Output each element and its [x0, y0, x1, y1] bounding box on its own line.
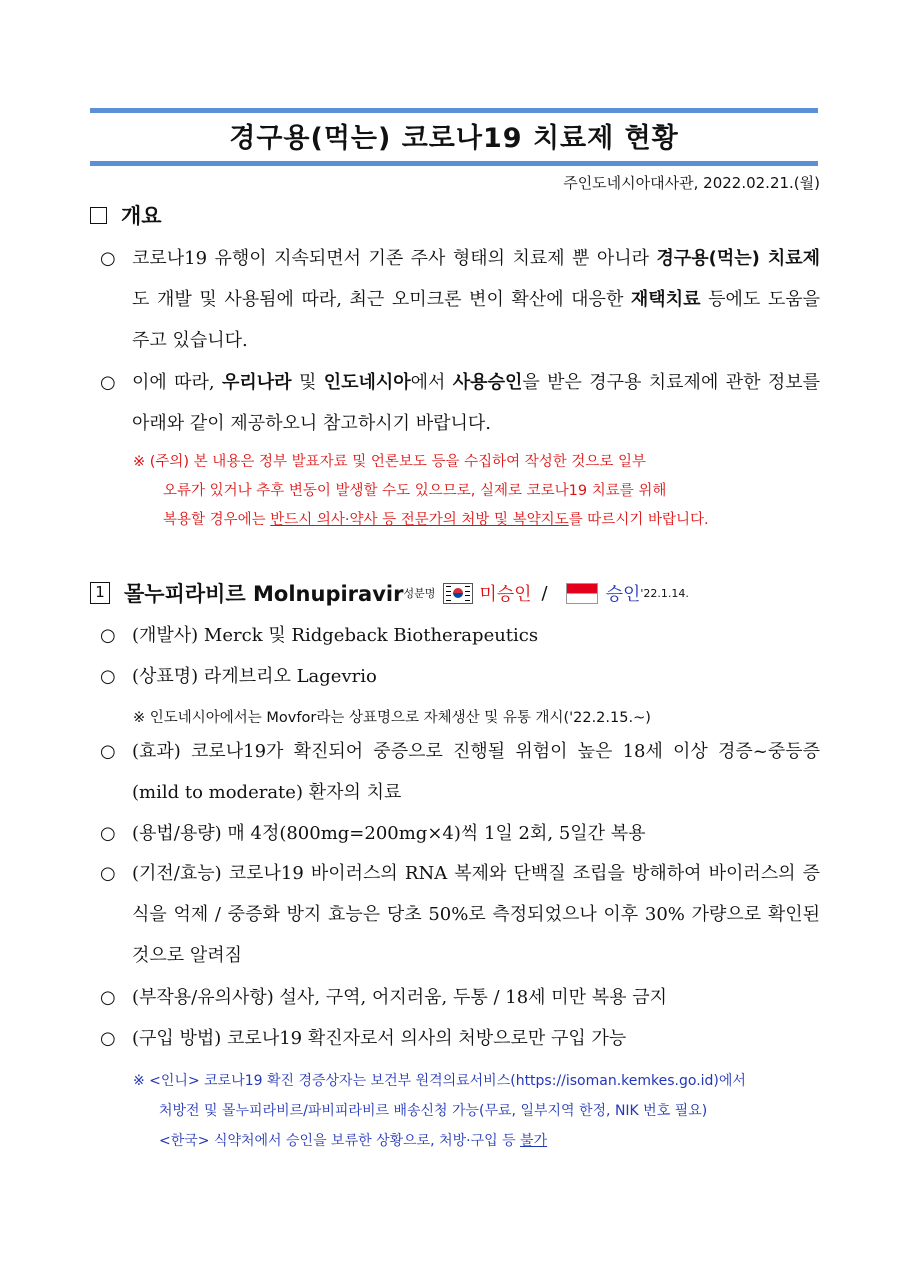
footnote-line-3: <한국> 식약처에서 승인을 보류한 상황으로, 처방·구입 등 불가	[159, 1133, 548, 1149]
overview-bullet-1	[100, 238, 820, 361]
korea-status: 미승인	[479, 584, 532, 605]
circle-bullet-icon: ○	[100, 863, 116, 884]
indonesia-flag-icon	[566, 583, 598, 604]
drug-dosage: ○ (용법/용량) 매 4정(800mg=200mg×4)씩 1일 2회, 5일간 복용	[100, 813, 820, 854]
footnote-line-2: 처방전 및 몰누피라비르/파비피라비르 배송신청 가능(무료, 일부지역 한정, NIK 번호 필요)	[159, 1103, 708, 1119]
caution-line-1: ※ (주의) 본 내용은 정부 발표자료 및 언론보도 등을 수집하여 작성한 것으로 일부	[133, 454, 646, 470]
overview-heading	[90, 200, 162, 230]
section-number: 1	[90, 582, 110, 604]
korea-flag-icon	[443, 583, 473, 604]
circle-bullet-icon: ○	[100, 823, 116, 844]
circle-bullet-icon: ○	[100, 1028, 116, 1049]
dateline: 주인도네시아대사관, 2022.02.21.(월)	[563, 174, 820, 192]
drug-brand: ○ (상표명) 라게브리오 Lagevrio	[100, 656, 820, 697]
drug-name: 몰누피라비르 Molnupiravir	[124, 582, 404, 606]
circle-bullet-icon: ○	[100, 625, 116, 646]
brand-note: ※ 인도네시아에서는 Movfor라는 상표명으로 자체생산 및 유통 개시('22.2.15.~)	[133, 710, 651, 726]
circle-bullet-icon: ○	[100, 372, 116, 393]
status-separator: /	[541, 582, 548, 604]
drug-side-effects: ○ (부작용/유의사항) 설사, 구역, 어지러움, 두통 / 18세 미만 복용 금지	[100, 977, 820, 1018]
drug-developer: ○ (개발사) Merck 및 Ridgeback Biotherapeutics	[100, 615, 820, 656]
drug-mechanism: ○ (기전/효능) 코로나19 바이러스의 RNA 복제와 단백질 조립을 방해하여 바이러스의 증식을 억제 / 중증화 방지 효능은 당초 50%로 측정되었으나 이후 30% 가량으로 확인된 것으로 알려짐	[100, 853, 820, 976]
overview-bullet-1-text: 코로나19 유행이 지속되면서 기존 주사 형태의 치료제 뿐 아니라 경구용(먹는) 치료제도 개발 및 사용됨에 따라, 최근 오미크론 변이 확산에 대응한 재택치료 등에도 도움을 주고 있습니다.	[132, 248, 820, 351]
checkbox-square-icon	[90, 207, 107, 224]
footnote-line-1: ※ <인니> 코로나19 확진 경증상자는 보건부 원격의료서비스(https://isoman.kemkes.go.id)에서	[133, 1073, 746, 1089]
drug-name-superscript: 성분명	[403, 587, 436, 600]
indonesia-status: 승인	[605, 584, 641, 605]
overview-bullet-2	[100, 362, 820, 444]
page-title: 경구용(먹는) 코로나19 치료제 현황	[229, 123, 679, 154]
circle-bullet-icon: ○	[100, 248, 116, 269]
title-top-rule	[90, 108, 818, 113]
circle-bullet-icon: ○	[100, 666, 116, 687]
overview-bullet-2-text: 이에 따라, 우리나라 및 인도네시아에서 사용승인을 받은 경구용 치료제에 관한 정보를 아래와 같이 제공하오니 참고하시기 바랍니다.	[132, 372, 820, 434]
circle-bullet-icon: ○	[100, 741, 116, 762]
drug-heading	[90, 578, 689, 608]
indonesia-approval-date: '22.1.14.	[640, 586, 689, 600]
purchase-footnote	[133, 1066, 823, 1156]
circle-bullet-icon: ○	[100, 987, 116, 1008]
title-bottom-rule	[90, 161, 818, 166]
caution-line-3: 복용할 경우에는 반드시 의사·약사 등 전문가의 처방 및 복약지도를 따르시기 바랍니다.	[163, 512, 709, 528]
caution-note	[133, 448, 821, 535]
caution-line-2: 오류가 있거나 추후 변동이 발생할 수도 있으므로, 실제로 코로나19 치료를 위해	[163, 483, 667, 499]
overview-heading-text: 개요	[121, 204, 162, 228]
drug-purchase: ○ (구입 방법) 코로나19 확진자로서 의사의 처방으로만 구입 가능	[100, 1018, 820, 1059]
drug-effect: ○ (효과) 코로나19가 확진되어 중증으로 진행될 위험이 높은 18세 이상 경증~중등증(mild to moderate) 환자의 치료	[100, 731, 820, 813]
